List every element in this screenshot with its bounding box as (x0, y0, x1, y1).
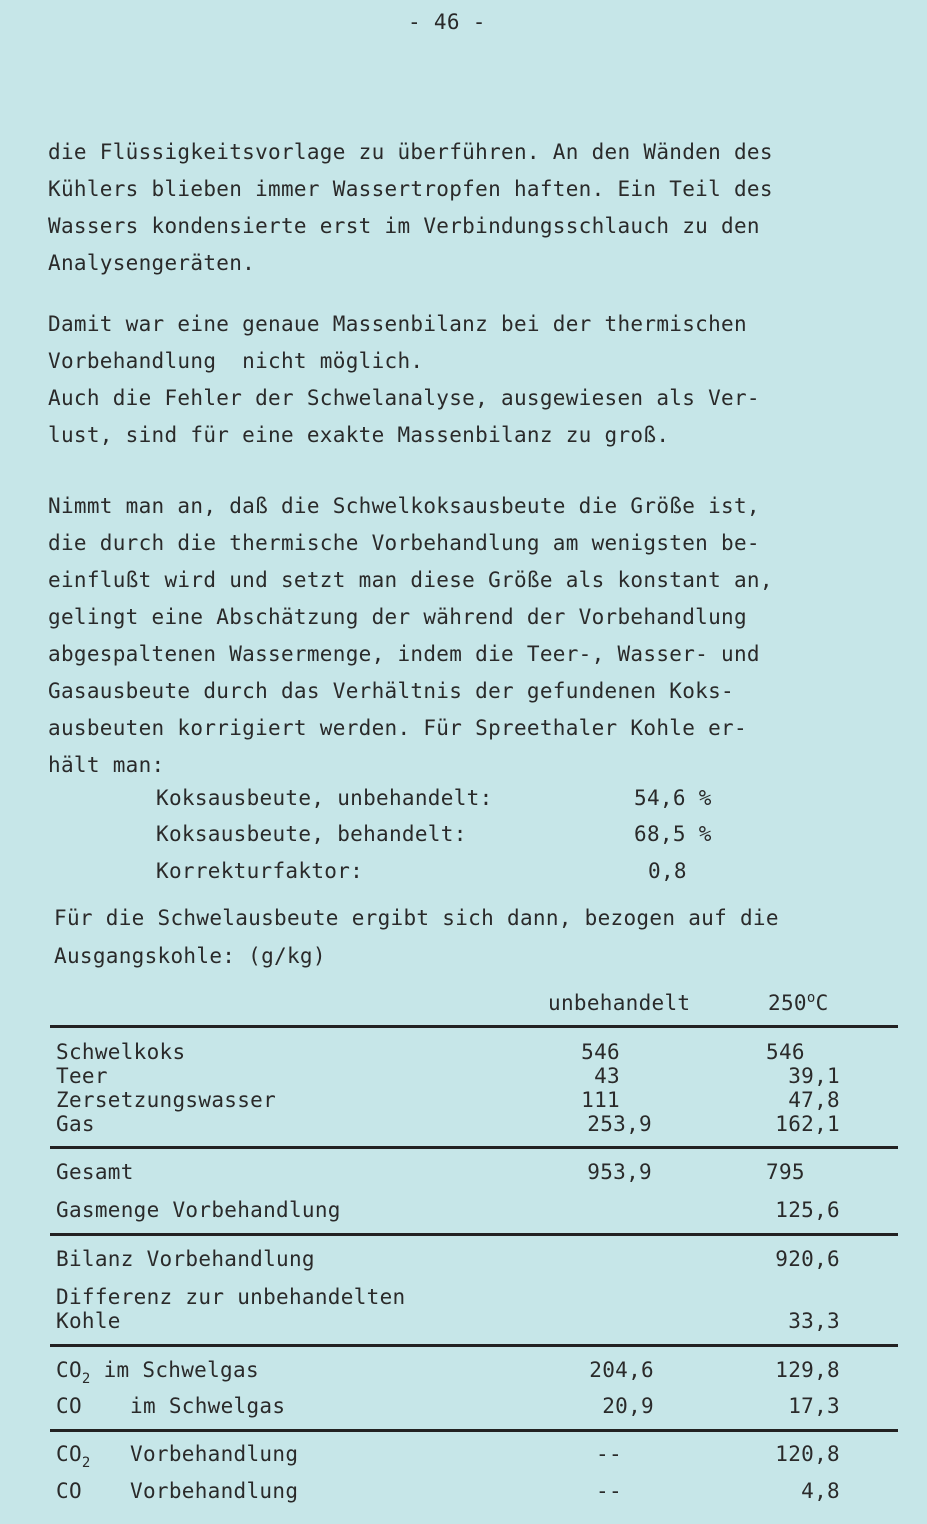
table-cell: 33,3 (788, 1309, 840, 1333)
table-cell: 39,1 (788, 1064, 840, 1088)
paragraph-1 (48, 134, 888, 282)
factor-value: 0,8 (648, 859, 687, 883)
text-line: Gasausbeute durch das Verhältnis der gefundenen Koks- (48, 679, 734, 703)
table-row-label: $CO_2$ (56, 1442, 91, 1471)
table-rule (50, 1025, 898, 1028)
table-row-label: Bilanz Vorbehandlung (56, 1247, 315, 1271)
text-line: lust, sind für eine exakte Massenbilanz zu groß. (48, 423, 670, 447)
table-cell: -- (596, 1479, 622, 1503)
column-header-250c: 250$^o$C (768, 990, 829, 1015)
table-row-label: Teer (56, 1064, 108, 1088)
text-line: Damit war eine genaue Massenbilanz bei der thermischen (48, 312, 747, 336)
table-cell: 162,1 (775, 1112, 840, 1136)
table-row-label: Schwelkoks (56, 1040, 186, 1064)
intro-line: Ausgangskohle: (g/kg) (54, 944, 326, 968)
table-rule (50, 1146, 898, 1149)
table-cell: 4,8 (801, 1479, 840, 1503)
table-cell: 546 (581, 1040, 620, 1064)
table-row-label: im Schwelgas (130, 1394, 286, 1418)
factor-label: Korrekturfaktor: (156, 859, 364, 883)
table-cell: 253,9 (587, 1112, 652, 1136)
table-cell: 204,6 (589, 1358, 654, 1382)
text-line: gelingt eine Abschätzung der während der Vorbehandlung (48, 605, 747, 629)
table-row-label: $CO_2$ im Schwelgas (56, 1358, 259, 1387)
table-cell: 546 (766, 1040, 805, 1064)
text-line: ausbeuten korrigiert werden. Für Spreethaler Kohle er- (48, 716, 747, 740)
table-row-label: Gasmenge Vorbehandlung (56, 1198, 341, 1222)
table-cell: 953,9 (587, 1160, 652, 1184)
text-line: die durch die thermische Vorbehandlung am wenigsten be- (48, 531, 760, 555)
table-rule (50, 1429, 898, 1432)
table-row-label: Gesamt (56, 1160, 134, 1184)
text-line: einflußt wird und setzt man diese Größe als konstant an, (48, 568, 773, 592)
text-line: Analysengeräten. (48, 251, 256, 275)
paragraph-3 (48, 488, 888, 784)
text-line: Wassers kondensierte erst im Verbindungsschlauch zu den (48, 214, 760, 238)
factor-value: 68,5 % (634, 822, 712, 846)
table-rule (50, 1344, 898, 1347)
table-rule (50, 1233, 898, 1236)
text-line: hält man: (48, 753, 165, 777)
text-line: Nimmt man an, daß die Schwelkoksausbeute die Größe ist, (48, 494, 760, 518)
table-cell: 111 (581, 1088, 620, 1112)
intro-line: Für die Schwelausbeute ergibt sich dann, bezogen auf die (54, 906, 779, 930)
table-row-label: Differenz zur unbehandelten (56, 1285, 406, 1309)
table-cell: 795 (766, 1160, 805, 1184)
text-line: Vorbehandlung nicht möglich. (48, 349, 424, 373)
paragraph-2 (48, 306, 888, 454)
table-row-label: Vorbehandlung (130, 1479, 299, 1503)
table-cell: -- (596, 1442, 622, 1466)
table-cell: 129,8 (775, 1358, 840, 1382)
text-line: die Flüssigkeitsvorlage zu überführen. An den Wänden des (48, 140, 773, 164)
table-row-label: Zersetzungswasser (56, 1088, 277, 1112)
table-cell: 47,8 (788, 1088, 840, 1112)
table-row-label: Kohle (56, 1309, 121, 1333)
table-cell: 17,3 (788, 1394, 840, 1418)
table-cell: 43 (594, 1064, 620, 1088)
text-line: abgespaltenen Wassermenge, indem die Teer-, Wasser- und (48, 642, 760, 666)
factor-label: Koksausbeute, behandelt: (156, 822, 467, 846)
table-row-label: CO (56, 1394, 82, 1418)
table-cell: 125,6 (775, 1198, 840, 1222)
table-row-label: Gas (56, 1112, 95, 1136)
factor-label: Koksausbeute, unbehandelt: (156, 786, 493, 810)
table-row-label: CO (56, 1479, 82, 1503)
page-number: - 46 - (408, 10, 486, 34)
table-cell: 20,9 (602, 1394, 654, 1418)
factor-value: 54,6 % (634, 786, 712, 810)
table-cell: 920,6 (775, 1247, 840, 1271)
table-row-label: Vorbehandlung (130, 1442, 299, 1466)
text-line: Kühlers blieben immer Wassertropfen haften. Ein Teil des (48, 177, 773, 201)
column-header-untreated: unbehandelt (548, 991, 691, 1015)
table-cell: 120,8 (775, 1442, 840, 1466)
text-line: Auch die Fehler der Schwelanalyse, ausgewiesen als Ver- (48, 386, 760, 410)
